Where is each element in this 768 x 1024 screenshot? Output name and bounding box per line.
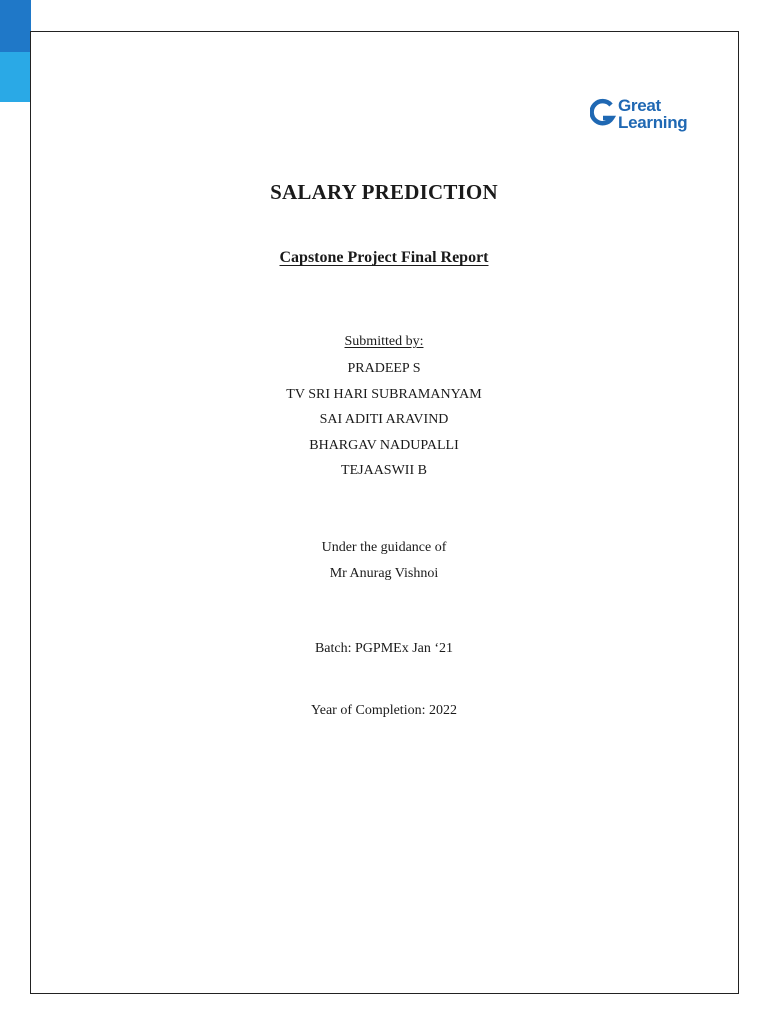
team-members-list [30, 360, 738, 488]
guidance-label: Under the guidance of [321, 540, 447, 555]
g-logo-icon [590, 97, 616, 131]
logo-line-1: Great [618, 96, 661, 115]
great-learning-logo [590, 97, 690, 137]
submitted-by-label [30, 334, 738, 350]
logo-line-2: Learning [618, 113, 688, 132]
cover-page-frame [30, 31, 739, 994]
guide-name: Mr Anurag Vishnoi [329, 566, 439, 581]
guidance-block [30, 539, 738, 591]
team-member: PRADEEP S [347, 361, 421, 376]
team-member: BHARGAV NADUPALLI [309, 437, 459, 453]
report-subtitle [30, 249, 738, 267]
batch-info: Batch: PGPMEx Jan ‘21 [314, 641, 454, 656]
completion-year: Year of Completion: 2022 [311, 703, 457, 718]
team-member: SAI ADITI ARAVIND [319, 412, 449, 427]
corner-accent-light [0, 52, 31, 102]
report-subtitle-text: Capstone Project Final Report [279, 249, 489, 266]
team-member: TEJAASWII B [341, 463, 427, 478]
logo-wordmark [618, 97, 687, 131]
corner-accent-dark [0, 0, 31, 52]
team-member: TV SRI HARI SUBRAMANYAM [286, 386, 482, 402]
report-title: SALARY PREDICTION [270, 180, 498, 204]
submitted-by-text: Submitted by: [344, 334, 424, 349]
